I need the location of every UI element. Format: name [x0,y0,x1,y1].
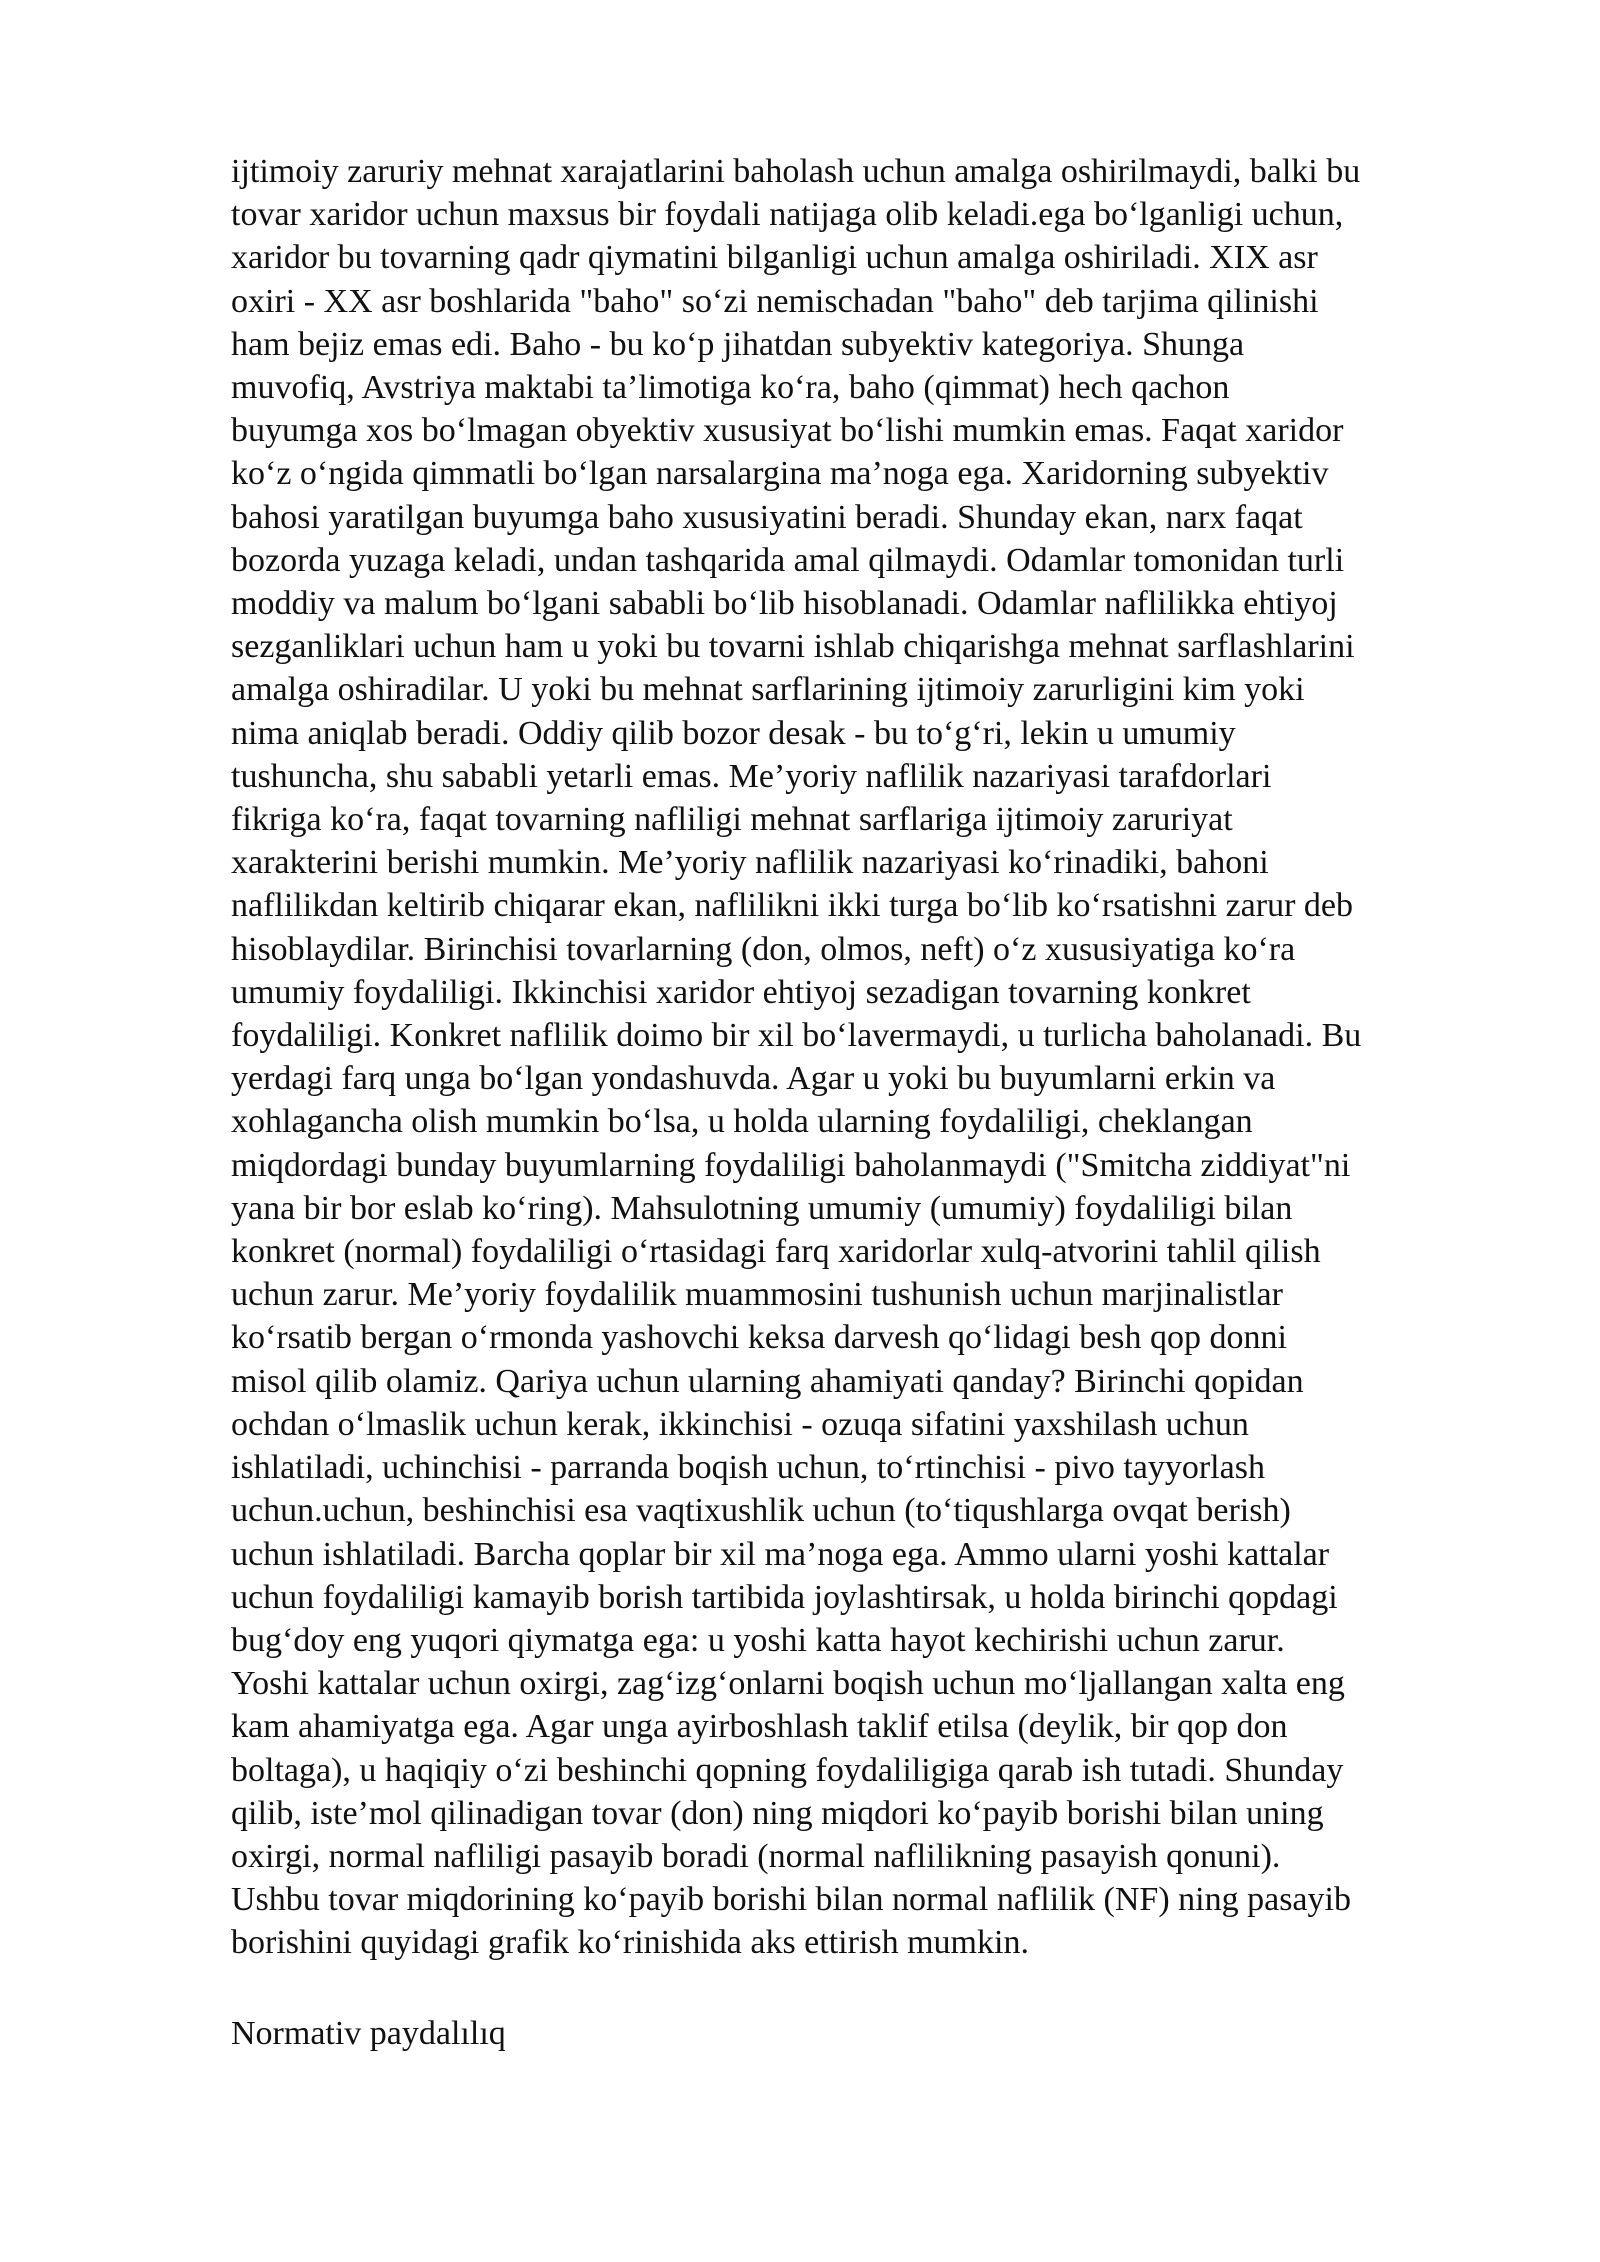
text-line: bahosi yaratilgan buyumga baho xususiyatini beradi. Shunday ekan, narx faqat [231,498,1303,536]
text-line: nima aniqlab beradi. Oddiy qilib bozor desak - bu to‘g‘ri, lekin u umumiy [231,714,1236,752]
text-line: konkret (normal) foydaliligi o‘rtasidagi farq xaridorlar xulq-atvorini tahlil qilish [231,1233,1321,1271]
text-line: Ushbu tovar miqdorining ko‘payib borishi bilan normal naflilik (NF) ning pasayib [231,1881,1351,1919]
text-line: ko‘z o‘ngida qimmatli bo‘lgan narsalargina ma’noga ega. Xaridorning subyektiv [231,455,1329,493]
text-line: uchun zarur. Me’yoriy foydalilik muammosini tushunish uchun marjinalistlar [231,1276,1283,1314]
text-line: ijtimoiy zaruriy mehnat xarajatlarini baholash uchun amalga oshirilmaydi, balki bu [231,153,1361,190]
text-line: tushuncha, shu sababli yetarli emas. Me’yoriy naflilik nazariyasi tarafdorlari [231,757,1272,795]
text-line: miqdordagi bunday buyumlarning foydaliligi baholanmaydi ("Smitcha ziddiyat"ni [231,1146,1351,1184]
text-line: ishlatiladi, uchinchisi - parranda boqish uchun, to‘rtinchisi - pivo tayyorlash [231,1449,1265,1487]
text-line: xohlagancha olish mumkin bo‘lsa, u holda ularning foydaliligi, cheklangan [231,1103,1253,1141]
text-line: umumiy foydaliligi. Ikkinchisi xaridor ehtiyoj sezadigan tovarning konkret [231,973,1251,1011]
text-line: borishini quyidagi grafik ko‘rinishida aks ettirish mumkin. [231,1924,1029,1962]
body-paragraph [231,150,1491,1965]
text-line: oxirgi, normal nafliligi pasayib boradi (normal naflilikning pasayish qonuni). [231,1837,1281,1875]
text-line: muvofiq, Avstriya maktabi ta’limotiga ko‘ra, baho (qimmat) hech qachon [231,369,1230,407]
text-line: ko‘rsatib bergan o‘rmonda yashovchi keksa darvesh qo‘lidagi besh qop donni [231,1319,1287,1357]
text-line: xaridor bu tovarning qadr qiymatini bilganligi uchun amalga oshiriladi. XIX asr [231,239,1318,277]
text-line: boltaga), u haqiqiy o‘zi beshinchi qopning foydaliligiga qarab ish tutadi. Shunday [231,1751,1344,1789]
text-line: naflilikdan keltirib chiqarar ekan, naflilikni ikki turga bo‘lib ko‘rsatishni zarur deb [231,887,1353,925]
text-line: yerdagi farq unga bo‘lgan yondashuvda. Agar u yoki bu buyumlarni erkin va [231,1060,1276,1098]
section-heading: Normativ paydalılıq [231,2015,506,2052]
text-line: bozorda yuzaga keladi, undan tashqarida amal qilmaydi. Odamlar tomonidan turli [231,541,1345,579]
text-line: sezganliklari uchun ham u yoki bu tovarni ishlab chiqarishga mehnat sarflashlarini [231,628,1355,666]
text-line: oxiri - XX asr boshlarida "baho" so‘zi nemischadan "baho" deb tarjima qilinishi [231,282,1319,320]
text-line: bug‘doy eng yuqori qiymatga ega: u yoshi katta hayot kechirishi uchun zarur. [231,1621,1285,1659]
text-line: ham bejiz emas edi. Baho - bu ko‘p jihatdan subyektiv kategoriya. Shunga [231,325,1245,363]
text-line: tovar xaridor uchun maxsus bir foydali natijaga olib keladi.ega bo‘lganligi uchun, [231,196,1344,234]
text-line: uchun ishlatiladi. Barcha qoplar bir xil ma’noga ega. Ammo ularni yoshi kattalar [231,1535,1330,1573]
text-line: ochdan o‘lmaslik uchun kerak, ikkinchisi - ozuqa sifatini yaxshilash uchun [231,1405,1249,1443]
text-line: moddiy va malum bo‘lgani sababli bo‘lib hisoblanadi. Odamlar naflilikka ehtiyoj [231,585,1338,623]
text-line: fikriga ko‘ra, faqat tovarning nafliligi mehnat sarflariga ijtimoiy zaruriyat [231,801,1233,839]
text-line: xarakterini berishi mumkin. Me’yoriy naflilik nazariyasi ko‘rinadiki, bahoni [231,844,1269,882]
text-line: misol qilib olamiz. Qariya uchun ularning ahamiyati qanday? Birinchi qopidan [231,1362,1304,1400]
text-line: uchun.uchun, beshinchisi esa vaqtixushlik uchun (to‘tiqushlarga ovqat berish) [231,1492,1291,1530]
text-line: yana bir bor eslab ko‘ring). Mahsulotning umumiy (umumiy) foydaliligi bilan [231,1189,1293,1227]
text-line: qilib, iste’mol qilinadigan tovar (don) ning miqdori ko‘payib borishi bilan uning [231,1794,1324,1832]
text-line: Yoshi kattalar uchun oxirgi, zag‘izg‘onlarni boqish uchun mo‘ljallangan xalta eng [231,1665,1345,1703]
text-line: foydaliligi. Konkret naflilik doimo bir xil bo‘lavermaydi, u turlicha baholanadi. Bu [231,1017,1362,1055]
text-line: hisoblaydilar. Birinchisi tovarlarning (don, olmos, neft) o‘z xususiyatiga ko‘ra [231,930,1296,968]
text-line: amalga oshiradilar. U yoki bu mehnat sarflarining ijtimoiy zarurligini kim yoki [231,671,1305,709]
text-line: uchun foydaliligi kamayib borish tartibida joylashtirsak, u holda birinchi qopdagi [231,1578,1338,1616]
text-line: buyumga xos bo‘lmagan obyektiv xususiyat bo‘lishi mumkin emas. Faqat xaridor [231,412,1344,450]
text-line: kam ahamiyatga ega. Agar unga ayirboshlash taklif etilsa (deylik, bir qop don [231,1708,1288,1746]
